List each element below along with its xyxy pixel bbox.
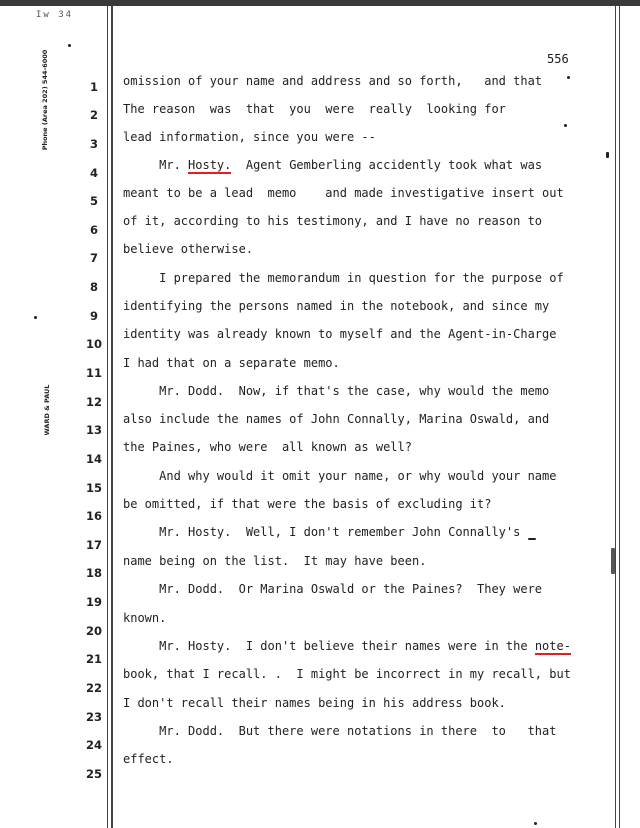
- transcript-line: I had that on a separate memo.: [123, 356, 340, 370]
- transcript-line: book, that I recall. . I might be incorrect in my recall, but: [123, 667, 571, 681]
- transcript-line: also include the names of John Connally, Marina Oswald, and: [123, 412, 550, 426]
- transcript-line: omission of your name and address and so forth, and that: [123, 74, 543, 88]
- transcript-line: meant to be a lead memo and made investigative insert out: [123, 186, 564, 200]
- line-number: 6: [89, 223, 98, 237]
- transcript-line: Mr. Dodd. But there were notations in there to that: [123, 724, 557, 738]
- transcript-line: The reason was that you were really looking for: [123, 102, 506, 116]
- line-number: 14: [85, 452, 102, 466]
- transcript-line: Mr. Hosty. I don't believe their names were in the note-: [123, 639, 571, 653]
- transcript-line: be omitted, if that were the basis of excluding it?: [123, 497, 492, 511]
- line-number: 24: [85, 738, 102, 752]
- line-number: 15: [85, 481, 102, 495]
- line-number: 4: [89, 166, 98, 180]
- transcript-line: identity was already known to myself and the Agent-in-Charge: [123, 327, 557, 341]
- transcript-line: Mr. Hosty. Agent Gemberling accidently took what was: [123, 158, 543, 172]
- line-number: 21: [85, 652, 102, 666]
- scan-speck: [534, 822, 537, 825]
- left-margin-rule-double: [111, 6, 113, 828]
- scan-speck: [564, 124, 567, 127]
- margin-phone-text: Phone (Area 202) 544-6000: [41, 49, 49, 151]
- line-number: 8: [89, 280, 98, 294]
- line-number: 23: [85, 710, 102, 724]
- line-number: 16: [85, 509, 102, 523]
- line-number: 2: [89, 108, 98, 122]
- transcript-line: I prepared the memorandum in question for the purpose of: [123, 271, 564, 285]
- transcript-line: Mr. Dodd. Or Marina Oswald or the Paines? They were: [123, 582, 543, 596]
- line-number: 13: [85, 423, 102, 437]
- scan-speck: [68, 44, 71, 47]
- line-number: 5: [89, 194, 98, 208]
- line-number: 3: [89, 137, 98, 151]
- transcript-line: known.: [123, 611, 167, 625]
- transcript-line: And why would it omit your name, or why would your name: [123, 469, 557, 483]
- right-margin-rule: [615, 6, 616, 828]
- line-number: 10: [85, 337, 102, 351]
- scan-top-border: [0, 0, 640, 6]
- line-number: 22: [85, 681, 102, 695]
- transcript-line: lead information, since you were --: [123, 130, 376, 144]
- transcript-line: the Paines, who were all known as well?: [123, 440, 412, 454]
- line-number: 25: [85, 767, 102, 781]
- red-underline-highlight: Hosty.: [188, 158, 232, 172]
- red-underline-highlight: note-: [534, 639, 571, 653]
- left-margin-rule: [107, 6, 108, 828]
- margin-reporter-text: WARD & PAUL: [43, 384, 51, 436]
- line-number: 11: [85, 366, 102, 380]
- corner-mark: Iw 34: [36, 10, 74, 20]
- scan-speck: [567, 76, 570, 79]
- line-number: 18: [85, 566, 102, 580]
- right-margin-rule-double: [619, 6, 620, 828]
- line-number: 17: [85, 538, 102, 552]
- transcript-line: effect.: [123, 752, 174, 766]
- transcript-line: of it, according to his testimony, and I have no reason to: [123, 214, 543, 228]
- scan-speck: [34, 316, 37, 319]
- transcript-line: Mr. Dodd. Now, if that's the case, why would the memo: [123, 384, 550, 398]
- line-number: 19: [85, 595, 102, 609]
- transcript-line: identifying the persons named in the notebook, and since my: [123, 299, 550, 313]
- transcript-line: Mr. Hosty. Well, I don't remember John Connally's: [123, 525, 521, 539]
- scan-speck: [528, 538, 536, 540]
- line-number: 1: [89, 80, 98, 94]
- line-number: 12: [85, 395, 102, 409]
- line-number: 9: [89, 309, 98, 323]
- transcript-line: name being on the list. It may have been.: [123, 554, 427, 568]
- line-number: 20: [85, 624, 102, 638]
- scan-speck: [611, 548, 615, 574]
- page-number: 556: [547, 52, 569, 66]
- scan-speck: [606, 152, 609, 158]
- line-number: 7: [89, 251, 98, 265]
- transcript-line: I don't recall their names being in his address book.: [123, 696, 506, 710]
- transcript-line: believe otherwise.: [123, 242, 254, 256]
